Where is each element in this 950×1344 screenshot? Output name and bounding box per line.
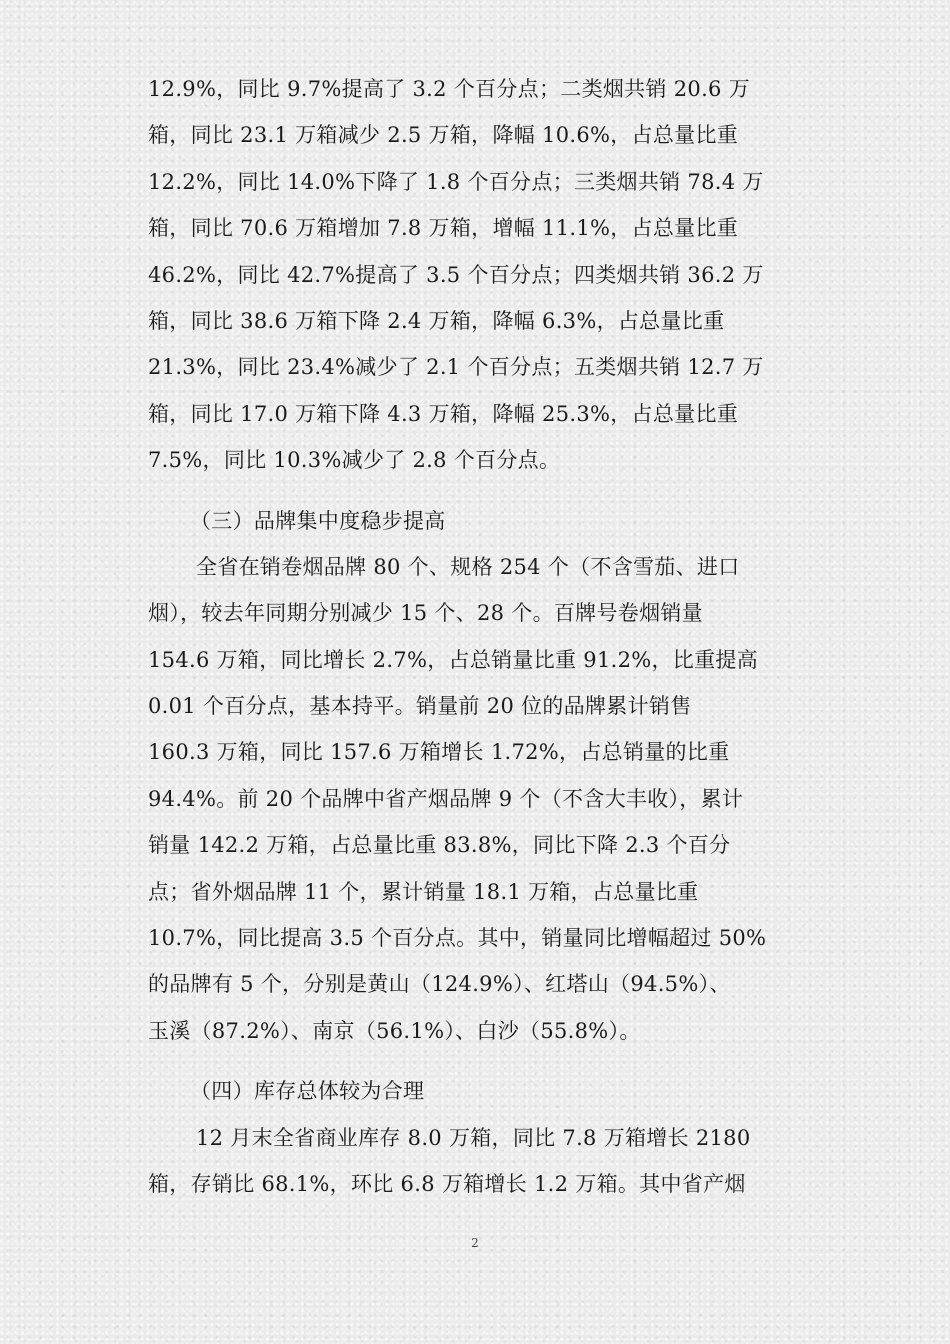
text-line: 94.4%。前 20 个品牌中省产烟品牌 9 个（不含大丰收），累计: [148, 786, 744, 811]
text-line: 箱，同比 23.1 万箱减少 2.5 万箱，降幅 10.6%，占总量比重: [148, 123, 739, 148]
text-line: 箱，存销比 68.1%，环比 6.8 万箱增长 1.2 万箱。其中省产烟: [148, 1171, 746, 1196]
text-line: 全省在销卷烟品牌 80 个、规格 254 个（不含雪茄、进口: [196, 554, 740, 579]
section-heading-inventory: （四）库存总体较为合理: [190, 1079, 425, 1104]
text-line: 烟），较去年同期分别减少 15 个、28 个。百牌号卷烟销量: [148, 601, 703, 626]
page-number: 2: [471, 1236, 479, 1250]
text-line: 12.9%，同比 9.7%提高了 3.2 个百分点；二类烟共销 20.6 万: [148, 77, 750, 101]
document-body: [148, 66, 808, 1207]
text-line: 销量 142.2 万箱，占总量比重 83.8%，同比下降 2.3 个百分: [148, 833, 731, 858]
text-line: 玉溪（87.2%）、南京（56.1%）、白沙（55.8%）。: [148, 1018, 641, 1043]
text-line: 160.3 万箱，同比 157.6 万箱增长 1.72%，占总销量的比重: [148, 740, 730, 765]
text-line: 箱，同比 70.6 万箱增加 7.8 万箱，增幅 11.1%，占总量比重: [148, 216, 739, 241]
text-line: 12 月末全省商业库存 8.0 万箱，同比 7.8 万箱增长 2180: [196, 1125, 751, 1150]
text-line: 21.3%，同比 23.4%减少了 2.1 个百分点；五类烟共销 12.7 万: [148, 355, 764, 380]
text-line: 箱，同比 17.0 万箱下降 4.3 万箱，降幅 25.3%，占总量比重: [148, 401, 739, 426]
section-heading-brand-concentration: （三）品牌集中度稳步提高: [190, 508, 446, 533]
text-line: 46.2%，同比 42.7%提高了 3.5 个百分点；四类烟共销 36.2 万: [148, 262, 764, 287]
text-line: 7.5%，同比 10.3%减少了 2.8 个百分点。: [148, 448, 561, 473]
paragraph-category-sales: [148, 66, 808, 484]
text-line: 的品牌有 5 个，分别是黄山（124.9%）、红塔山（94.5%）、: [148, 972, 731, 997]
paragraph-inventory: [148, 1115, 808, 1208]
text-line: 箱，同比 38.6 万箱下降 2.4 万箱，降幅 6.3%，占总量比重: [148, 308, 725, 333]
text-line: 154.6 万箱，同比增长 2.7%，占总销量比重 91.2%，比重提高: [148, 647, 759, 672]
text-line: 0.01 个百分点，基本持平。销量前 20 位的品牌累计销售: [148, 694, 692, 719]
text-line: 10.7%，同比提高 3.5 个百分点。其中，销量同比增幅超过 50%: [148, 926, 767, 951]
paragraph-brand-concentration: [148, 544, 808, 1054]
text-line: 点；省外烟品牌 11 个，累计销量 18.1 万箱，占总量比重: [148, 879, 699, 904]
text-line: 12.2%，同比 14.0%下降了 1.8 个百分点；三类烟共销 78.4 万: [148, 169, 764, 194]
